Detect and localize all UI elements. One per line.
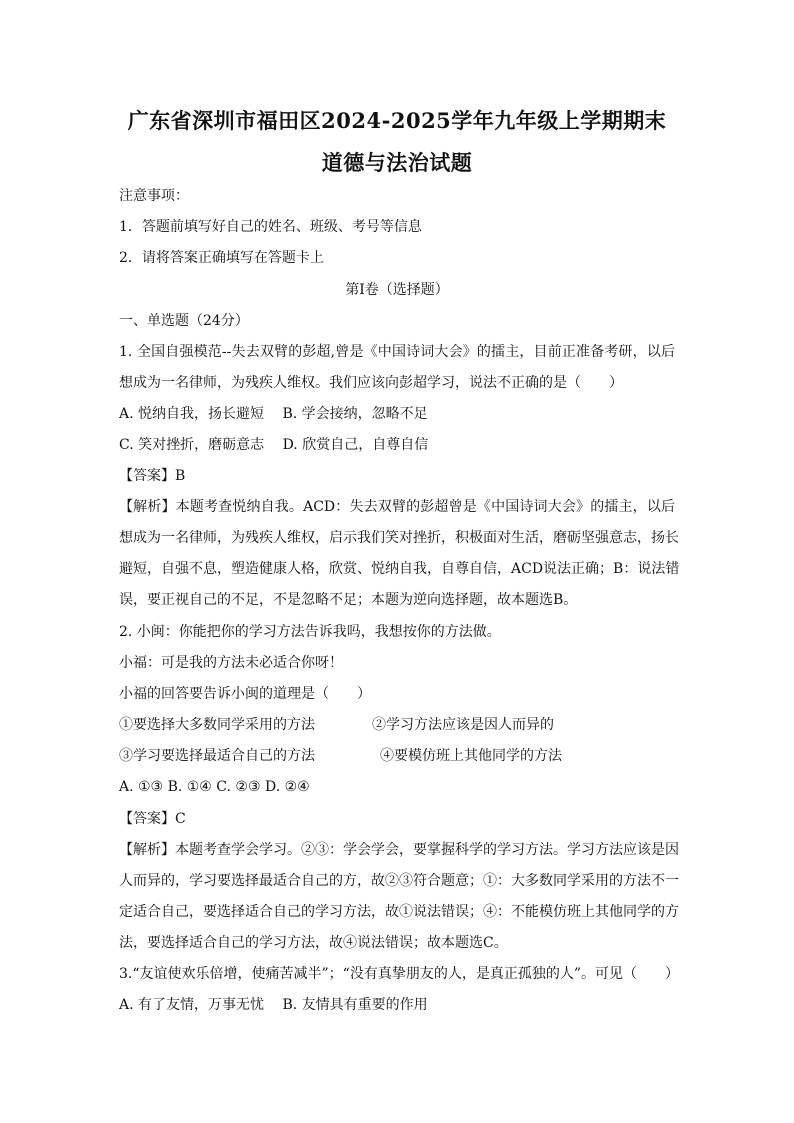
q2-analysis-line-2: 人而异的，学习要选择最适合自己的方，故②③符合题意；①：大多数同学采用的方法不一 xyxy=(119,873,679,889)
q2-stem-line-2: 小福：可是我的方法未必适合你呀！ xyxy=(119,655,343,671)
q1-options-line-2: C. 笑对挫折，磨砺意志 D. 欣赏自己，自尊自信 xyxy=(119,437,429,453)
page-title: 广东省深圳市福田区2024-2025学年九年级上学期期末 xyxy=(127,108,667,133)
q2-analysis-line-4: 法，要选择适合自己的学习方法，故④说法错误；故本题选C。 xyxy=(119,935,508,951)
q1-answer: 【答案】B xyxy=(119,468,186,484)
q1-analysis-line-2: 想成为一名律师，为残疾人维权，启示我们笑对挫折，积极面对生活，磨砺坚强意志，扬长 xyxy=(119,530,679,546)
q1-stem-line-1: 1. 全国自强模范--失去双臂的彭超,曾是《中国诗词大会》的擂主，目前正准备考研，以后 xyxy=(119,344,675,360)
q1-analysis-line-1: 【解析】本题考查悦纳自我。ACD：失去双臂的彭超曾是《中国诗词大会》的擂主，以后 xyxy=(119,499,675,515)
q2-statement-1: ①要选择大多数同学采用的方法 xyxy=(119,717,315,733)
q3-stem-line-1: 3.“友谊使欢乐倍增，使痛苦减半”；“没有真挚朋友的人，是真正孤独的人”。可见（ ） xyxy=(119,966,679,982)
q1-analysis-line-4: 误，要正视自己的不足，不是忽略不足；本题为逆向选择题，故本题选B。 xyxy=(119,592,578,608)
q1-analysis-line-3: 避短，自强不息，塑造健康人格，欣赏、悦纳自我，自尊自信，ACD说法正确；B：说法错 xyxy=(119,561,680,577)
section-title: 一、单选题（24分） xyxy=(119,313,249,329)
q2-statement-2: ②学习方法应该是因人而异的 xyxy=(372,717,554,733)
q2-analysis-line-3: 定适合自己，要选择适合自己的学习方法，故①说法错误；④：不能模仿班上其他同学的方 xyxy=(119,904,679,920)
q2-options: A. ①③ B. ①④ C. ②③ D. ②④ xyxy=(119,779,310,795)
q2-statement-3: ③学习要选择最适合自己的方法 xyxy=(119,748,315,764)
q2-stem-line-3: 小福的回答要告诉小闽的道理是（ ） xyxy=(119,686,371,702)
q2-answer: 【答案】C xyxy=(119,811,186,827)
q1-stem-line-2: 想成为一名律师，为残疾人维权。我们应该向彭超学习，说法不正确的是（ ） xyxy=(119,375,623,391)
q2-statement-4: ④要模仿班上其他同学的方法 xyxy=(380,748,562,764)
q2-stem-line-1: 2. 小闽：你能把你的学习方法告诉我吗，我想按你的方法做。 xyxy=(119,624,501,640)
volume-title: 第I卷（选择题） xyxy=(345,282,449,298)
notice-heading: 注意事项： xyxy=(119,188,189,204)
page-subtitle: 道德与法治试题 xyxy=(321,150,473,175)
notice-item-1: 1．答题前填写好自己的姓名、班级、考号等信息 xyxy=(119,219,422,235)
q1-options-line-1: A. 悦纳自我，扬长避短 B. 学会接纳，忽略不足 xyxy=(119,406,428,422)
q2-analysis-line-1: 【解析】本题考查学会学习。②③：学会学会，要掌握科学的学习方法。学习方法应该是因 xyxy=(119,842,679,858)
notice-item-2: 2．请将答案正确填写在答题卡上 xyxy=(119,250,324,266)
q3-options-line-1: A. 有了友情，万事无忧 B. 友情具有重要的作用 xyxy=(119,997,428,1013)
